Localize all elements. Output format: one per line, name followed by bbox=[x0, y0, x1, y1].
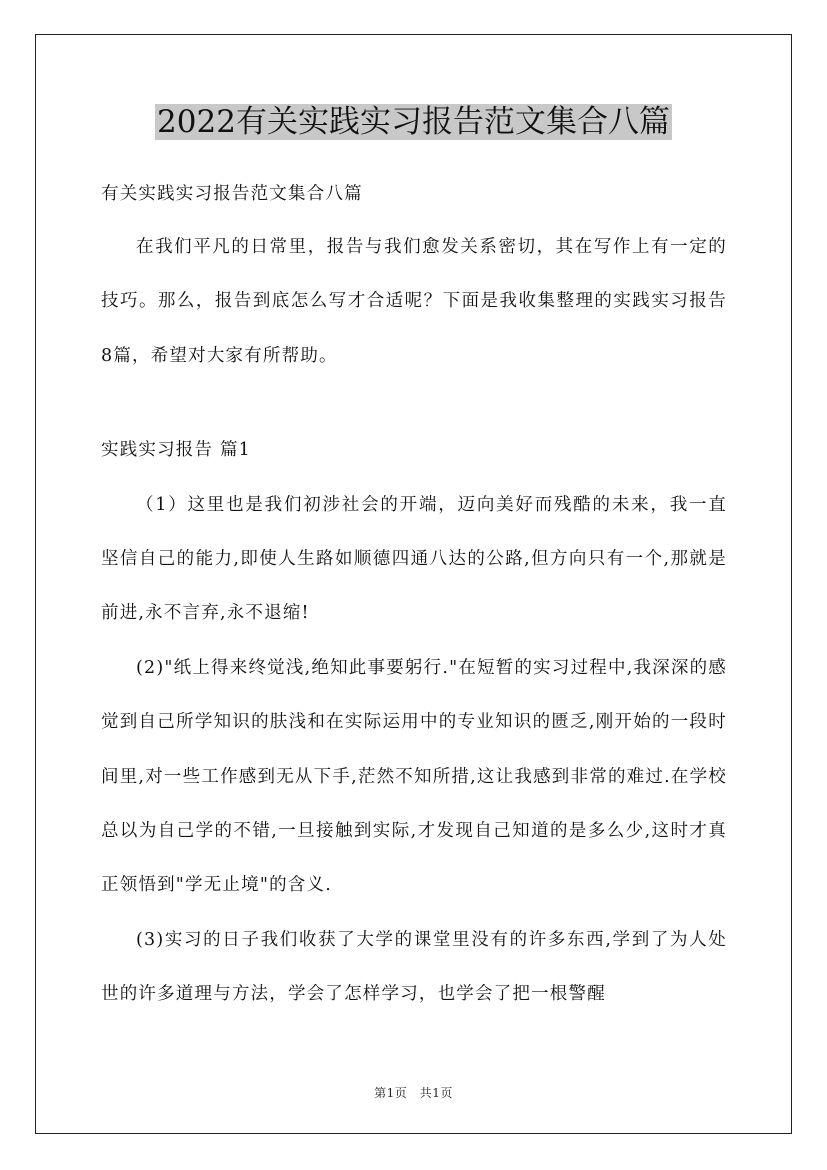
document-title-text: 2022有关实践实习报告范文集合八篇 bbox=[157, 104, 670, 140]
section-heading: 实践实习报告 篇1 bbox=[101, 440, 251, 461]
body-paragraph-1: （1）这里也是我们初涉社会的开端，迈向美好而残酷的未来，我一直坚信自己的能力,即使人生路如顺德四通八达的公路,但方向只有一个,那就是前进,永不言弃,永不退缩! bbox=[101, 494, 727, 624]
document-subtitle: 有关实践实习报告范文集合八篇 bbox=[101, 184, 363, 204]
page-footer: 第1页 共1页 bbox=[374, 1086, 453, 1100]
intro-paragraph: 在我们平凡的日常里，报告与我们愈发关系密切，其在写作上有一定的技巧。那么，报告到底怎么写才合适呢？下面是我收集整理的实践实习报告8篇，希望对大家有所帮助。 bbox=[101, 237, 727, 366]
document-title bbox=[0, 100, 827, 144]
body-paragraph-2: (2)"纸上得来终觉浅,绝知此事要躬行."在短暂的实习过程中,我深深的感觉到自己所学知识的肤浅和在实际运用中的专业知识的匮乏,刚开始的一段时间里,对一些工作感到无从下手,茫然不知所措,这让我感到非常的难过.在学校总以为自己学的不错,一旦接触到实际,才发现自己知道的是多么少,这时才真正领悟到"学无止境"的含义. bbox=[101, 657, 727, 896]
document-body bbox=[101, 168, 727, 1022]
body-paragraph-3: (3)实习的日子我们收获了大学的课堂里没有的许多东西,学到了为人处世的许多道理与方法，学会了怎样学习，也学会了把一根警醒 bbox=[101, 929, 727, 1005]
